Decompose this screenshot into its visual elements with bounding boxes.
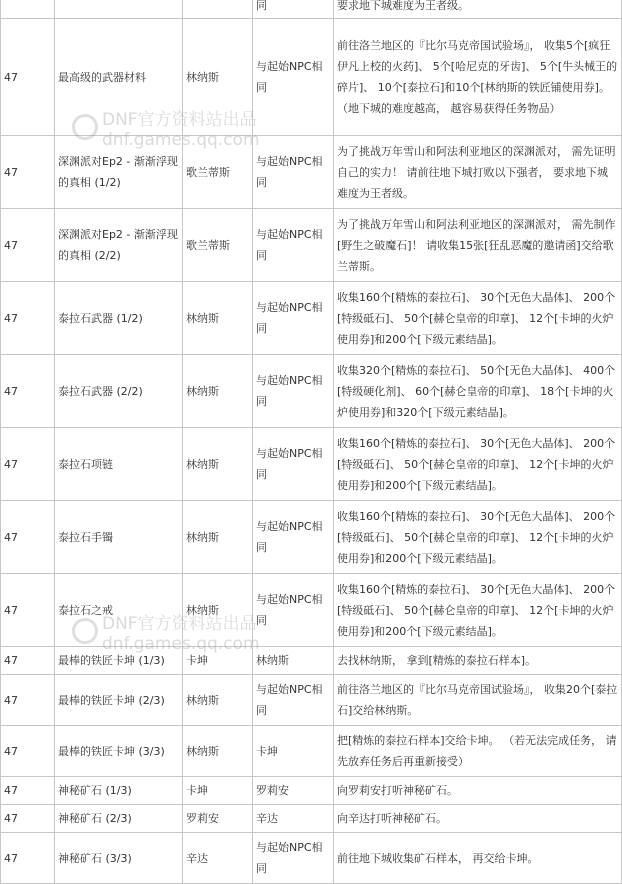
quest-name-cell: 神秘矿石 (3/3)	[55, 833, 183, 884]
quest-level-cell: 47	[1, 647, 55, 675]
quest-description-cell: 收集160个[精炼的泰拉石]、 30个[无色大晶体]、 200个[特级砥石]、 50个[赫仑皇帝的印章]、 12个[卡坤的火炉使用券]和200个[下级元素结晶]。	[334, 501, 622, 574]
quest-level-cell: 47	[1, 501, 55, 574]
quest-level-cell: 47	[1, 209, 55, 282]
end-npc-cell: 罗莉安	[253, 777, 334, 805]
table-row	[1, 647, 622, 675]
quest-level-cell: 47	[1, 136, 55, 209]
quest-description-cell: 前往洛兰地区的『比尔马克帝国试验场』， 收集5个[疯狂伊凡上校的火药]、 5个[哈尼克的牙齿]、 5个[牛头械王的碎片]、 10个[泰拉石]和10个[林纳斯的铁匠铺使用券]。 （地下城的难度越高， 越容易获得任务物品）	[334, 19, 622, 136]
table-row	[1, 675, 622, 726]
quest-level-cell: 47	[1, 282, 55, 355]
table-row	[1, 833, 622, 884]
quest-level-cell: 47	[1, 726, 55, 777]
quest-name-cell: 神秘矿石 (1/3)	[55, 777, 183, 805]
table-row	[1, 777, 622, 805]
start-npc-cell: 林纳斯	[183, 428, 253, 501]
start-npc-cell: 林纳斯	[183, 19, 253, 136]
quest-level-cell: 47	[1, 574, 55, 647]
start-npc-cell: 林纳斯	[183, 282, 253, 355]
end-npc-cell: 与起始NPC相同	[253, 282, 334, 355]
table-row	[1, 805, 622, 833]
quest-description-cell: 为了挑战万年雪山和阿法利亚地区的深渊派对， 需先证明自己的实力！ 请前往地下城打败以下强者， 要求地下城难度为王者级。	[334, 136, 622, 209]
end-npc-cell: 与起始NPC相同	[253, 209, 334, 282]
start-npc-cell: 罗莉安	[183, 805, 253, 833]
quest-description-cell: 为了挑战万年雪山和阿法利亚地区的深渊派对， 需先制作[野生之破魔石]！ 请收集15张[狂乱恶魔的邀请函]交给歌兰蒂斯。	[334, 209, 622, 282]
quest-name-cell: 深渊派对Ep2 - 渐渐浮现的真相 (1/2)	[55, 136, 183, 209]
start-npc-cell: 林纳斯	[183, 355, 253, 428]
quest-name-cell: 最棒的铁匠卡坤 (1/3)	[55, 647, 183, 675]
table-row	[1, 726, 622, 777]
start-npc-cell: 卡坤	[183, 777, 253, 805]
quest-description-cell: 前往洛兰地区的『比尔马克帝国试验场』， 收集20个[泰拉石]交给林纳斯。	[334, 675, 622, 726]
quest-description-cell: 把[精炼的泰拉石样本]交给卡坤。 （若无法完成任务， 请先放弃任务后再重新接受）	[334, 726, 622, 777]
start-npc-cell: 辛达	[183, 833, 253, 884]
start-npc-cell: 歌兰蒂斯	[183, 136, 253, 209]
start-npc-cell: 林纳斯	[183, 726, 253, 777]
table-row	[1, 209, 622, 282]
watermark-title: DNF官方资料站出品	[102, 110, 257, 130]
table-row	[1, 574, 622, 647]
quest-name-cell: 泰拉石之戒	[55, 574, 183, 647]
end-npc-cell: 林纳斯	[253, 647, 334, 675]
quest-level-cell: 47	[1, 833, 55, 884]
quest-name-cell: 泰拉石手镯	[55, 501, 183, 574]
end-npc-cell: 卡坤	[253, 726, 334, 777]
end-npc-cell: 与起始NPC相同	[253, 19, 334, 136]
quest-description-cell: 收集320个[精炼的泰拉石]、 50个[无色大晶体]、 400个[特级硬化剂]、 60个[赫仑皇帝的印章]、 18个[卡坤的火炉使用券]和320个[下级元素结晶]。	[334, 355, 622, 428]
watermark-title: DNF官方资料站出品	[102, 614, 257, 634]
quest-name-cell: 神秘矿石 (2/3)	[55, 805, 183, 833]
watermark-url: dnf.games.qq.com	[102, 634, 260, 654]
table-row	[1, 282, 622, 355]
end-npc-cell: 与起始NPC相同	[253, 833, 334, 884]
table-row	[1, 19, 622, 136]
quest-name-cell: 泰拉石武器 (1/2)	[55, 282, 183, 355]
end-npc-cell: 与起始NPC相同	[253, 428, 334, 501]
quest-level-cell	[1, 0, 55, 19]
quest-level-cell: 47	[1, 355, 55, 428]
quest-level-cell: 47	[1, 805, 55, 833]
quest-description-cell: 前往地下城收集矿石样本， 再交给卡坤。	[334, 833, 622, 884]
start-npc-cell: 林纳斯	[183, 501, 253, 574]
quest-name-cell: 泰拉石武器 (2/2)	[55, 355, 183, 428]
quest-description-cell: 向罗莉安打听神秘矿石。	[334, 777, 622, 805]
quest-table-body	[1, 0, 622, 884]
quest-name-cell: 最棒的铁匠卡坤 (2/3)	[55, 675, 183, 726]
table-row	[1, 0, 622, 19]
start-npc-cell: 林纳斯	[183, 574, 253, 647]
quest-level-cell: 47	[1, 428, 55, 501]
quest-level-cell: 47	[1, 19, 55, 136]
end-npc-cell: 与起始NPC相同	[253, 675, 334, 726]
end-npc-cell: 与起始NPC相同	[253, 501, 334, 574]
start-npc-cell: 林纳斯	[183, 675, 253, 726]
quest-level-cell: 47	[1, 777, 55, 805]
start-npc-cell	[183, 0, 253, 19]
table-row	[1, 428, 622, 501]
quest-name-cell: 最棒的铁匠卡坤 (3/3)	[55, 726, 183, 777]
start-npc-cell: 卡坤	[183, 647, 253, 675]
quest-description-cell: 向辛达打听神秘矿石。	[334, 805, 622, 833]
table-row	[1, 501, 622, 574]
end-npc-cell: 与起始NPC相同	[253, 136, 334, 209]
quest-description-cell: 去找林纳斯， 拿到[精炼的泰拉石样本]。	[334, 647, 622, 675]
quest-name-cell: 最高级的武器材料	[55, 19, 183, 136]
quest-description-cell: 收集160个[精炼的泰拉石]、 30个[无色大晶体]、 200个[特级砥石]、 50个[赫仑皇帝的印章]、 12个[卡坤的火炉使用券]和200个[下级元素结晶]。	[334, 428, 622, 501]
end-npc-cell: 同	[253, 0, 334, 19]
quest-name-cell: 深渊派对Ep2 - 渐渐浮现的真相 (2/2)	[55, 209, 183, 282]
end-npc-cell: 与起始NPC相同	[253, 574, 334, 647]
start-npc-cell: 歌兰蒂斯	[183, 209, 253, 282]
table-row	[1, 355, 622, 428]
quest-description-cell: 要求地下城难度为王者级。	[334, 0, 622, 19]
quest-name-cell: 泰拉石项链	[55, 428, 183, 501]
watermark-url: dnf.games.qq.com	[102, 130, 260, 150]
table-row	[1, 136, 622, 209]
quest-level-cell: 47	[1, 675, 55, 726]
end-npc-cell: 辛达	[253, 805, 334, 833]
quest-name-cell	[55, 0, 183, 19]
quest-description-cell: 收集160个[精炼的泰拉石]、 30个[无色大晶体]、 200个[特级砥石]、 50个[赫仑皇帝的印章]、 12个[卡坤的火炉使用券]和200个[下级元素结晶]。	[334, 282, 622, 355]
end-npc-cell: 与起始NPC相同	[253, 355, 334, 428]
quest-description-cell: 收集160个[精炼的泰拉石]、 30个[无色大晶体]、 200个[特级砥石]、 50个[赫仑皇帝的印章]、 12个[卡坤的火炉使用券]和200个[下级元素结晶]。	[334, 574, 622, 647]
